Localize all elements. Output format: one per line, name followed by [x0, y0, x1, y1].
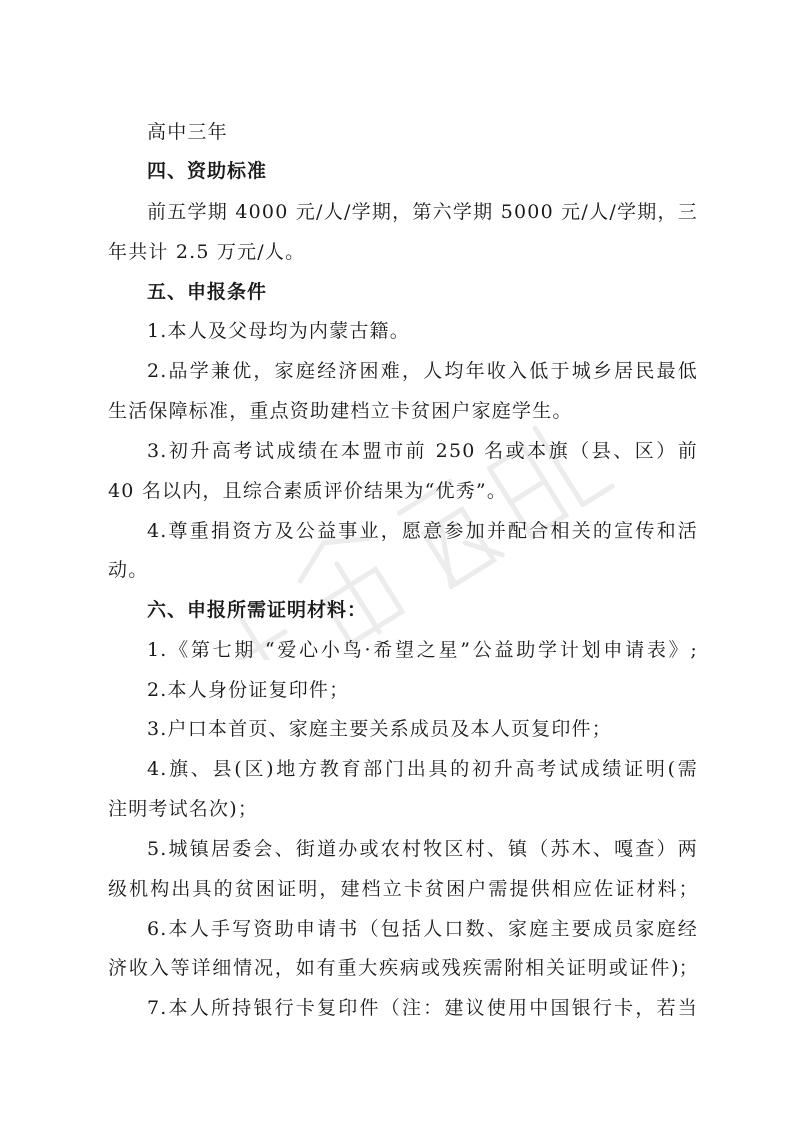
text-line: 注明考试名次)； [108, 798, 259, 820]
text-line: 年共计 2.5 万元/人。 [108, 241, 306, 263]
text-line: 高中三年 [147, 121, 228, 143]
text-line: 2.本人身份证复印件； [147, 679, 350, 701]
text-line: 2.品学兼优，家庭经济困难，人均年收入低于城乡居民最低 [147, 360, 698, 382]
text-line: 5.城镇居委会、街道办或农村牧区村、镇（苏木、嘎查）两 [147, 838, 698, 860]
text-line: 7.本人所持银行卡复印件（注：建议使用中国银行卡，若当 [147, 997, 698, 1019]
text-line: 6.本人手写资助申请书（包括人口数、家庭主要成员家庭经 [147, 918, 698, 940]
text-line: 前五学期 4000 元/人/学期，第六学期 5000 元/人/学期，三 [147, 201, 698, 223]
text-line: 3.户口本首页、家庭主要关系成员及本人页复印件； [147, 718, 612, 740]
section-heading: 六、申报所需证明材料： [147, 599, 368, 621]
text-line: 1.《第七期 “爱心小鸟·希望之星”公益助学计划申请表》; [147, 639, 698, 661]
section-heading: 四、资助标准 [147, 160, 268, 182]
text-line: 40 名以内，且综合素质评价结果为“优秀”。 [108, 480, 508, 502]
text-line: 生活保障标准，重点资助建档立卡贫困户家庭学生。 [108, 400, 573, 422]
text-line: 4.尊重捐资方及公益事业，愿意参加并配合相关的宣传和活 [147, 520, 698, 542]
text-line: 动。 [108, 559, 149, 581]
text-line: 4.旗、县(区)地方教育部门出具的初升高考试成绩证明(需 [147, 758, 698, 780]
text-line: 1.本人及父母均为内蒙古籍。 [147, 320, 410, 342]
text-line: 济收入等详细情况，如有重大疾病或残疾需附相关证明或证件)； [108, 957, 698, 979]
text-line: 3.初升高考试成绩在本盟市前 250 名或本旗（县、区）前 [147, 440, 698, 462]
section-heading: 五、申报条件 [147, 281, 268, 303]
text-line: 级机构出具的贫困证明，建档立卡贫困户需提供相应佐证材料； [108, 878, 698, 900]
